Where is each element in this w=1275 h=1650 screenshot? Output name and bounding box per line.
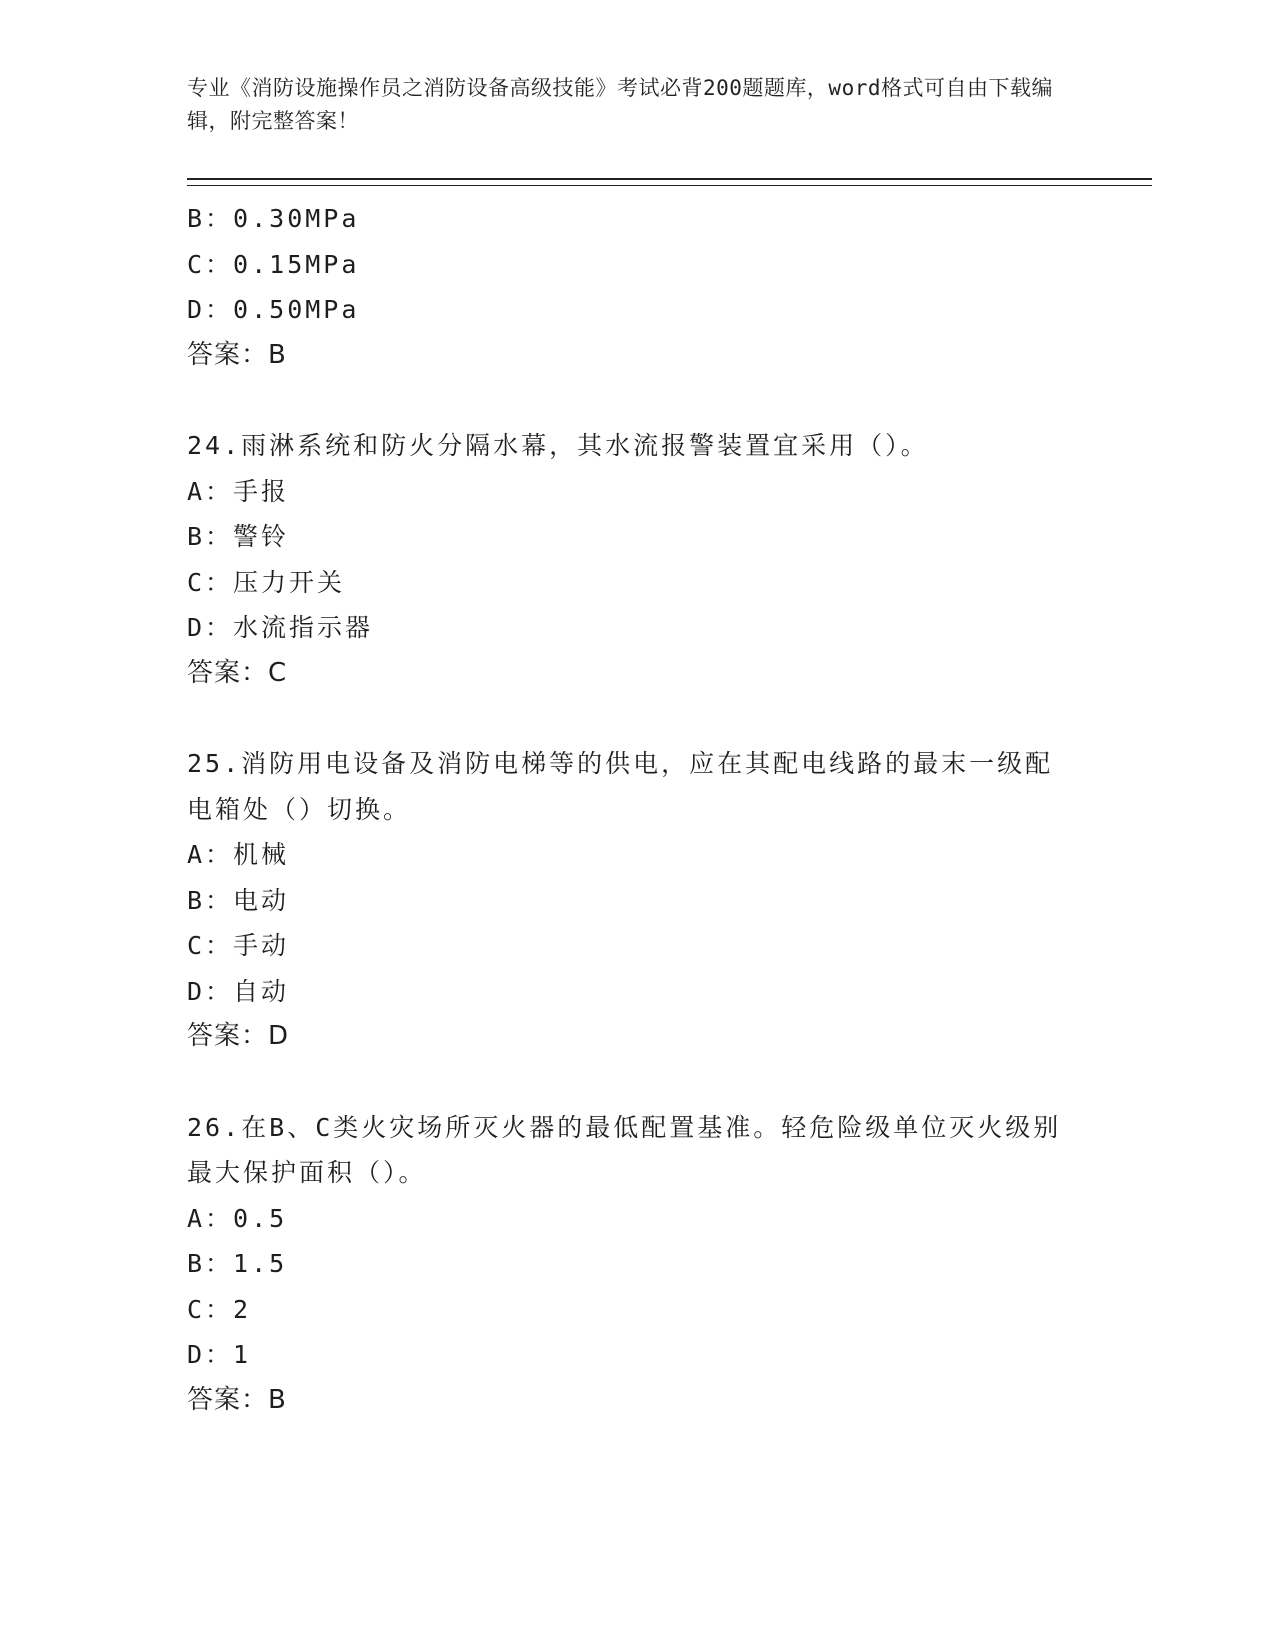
option-a: A：机械 bbox=[187, 840, 290, 869]
option-c: C：2 bbox=[187, 1294, 252, 1324]
spacer bbox=[187, 696, 1157, 741]
option-b: B：1.5 bbox=[187, 1249, 288, 1278]
question-text: 24.雨淋系统和防火分隔水幕，其水流报警装置宜采用（）。 bbox=[187, 431, 929, 460]
question-list bbox=[187, 196, 1157, 1423]
option-b: B：电动 bbox=[187, 885, 290, 915]
option-d: D：1 bbox=[187, 1340, 252, 1369]
question-text: 26.在B、C类火灾场所灭火器的最低配置基准。轻危险级单位灭火级别最大保护面积（）。 bbox=[187, 1112, 1062, 1187]
option-b: B：警铃 bbox=[187, 522, 290, 551]
option-d: D：0.50MPa bbox=[187, 295, 360, 324]
spacer bbox=[187, 378, 1157, 423]
question-24 bbox=[187, 423, 1157, 696]
option-b: B：0.30MPa bbox=[187, 204, 360, 233]
option-a: A：手报 bbox=[187, 476, 290, 506]
question-25 bbox=[187, 741, 1157, 1060]
option-c: C：压力开关 bbox=[187, 567, 346, 597]
page-header: 专业《消防设施操作员之消防设备高级技能》考试必背200题题库，word格式可自由下载编辑，附完整答案！ bbox=[187, 76, 1053, 133]
option-a: A：0.5 bbox=[187, 1203, 288, 1233]
option-c: C：手动 bbox=[187, 931, 290, 960]
option-c: C：0.15MPa bbox=[187, 249, 360, 279]
header-rule bbox=[187, 178, 1152, 186]
answer: 答案：C bbox=[187, 657, 288, 688]
option-d: D：自动 bbox=[187, 976, 290, 1006]
option-d: D：水流指示器 bbox=[187, 613, 374, 642]
answer: 答案：B bbox=[187, 1384, 287, 1415]
answer: 答案：D bbox=[187, 1021, 290, 1051]
answer: 答案：B bbox=[187, 339, 287, 370]
spacer bbox=[187, 1060, 1157, 1105]
question-text: 25.消防用电设备及消防电梯等的供电，应在其配电线路的最末一级配电箱处（）切换。 bbox=[187, 749, 1054, 824]
document-page bbox=[187, 72, 1157, 1423]
question-26 bbox=[187, 1105, 1157, 1424]
question-continued bbox=[187, 196, 1157, 378]
